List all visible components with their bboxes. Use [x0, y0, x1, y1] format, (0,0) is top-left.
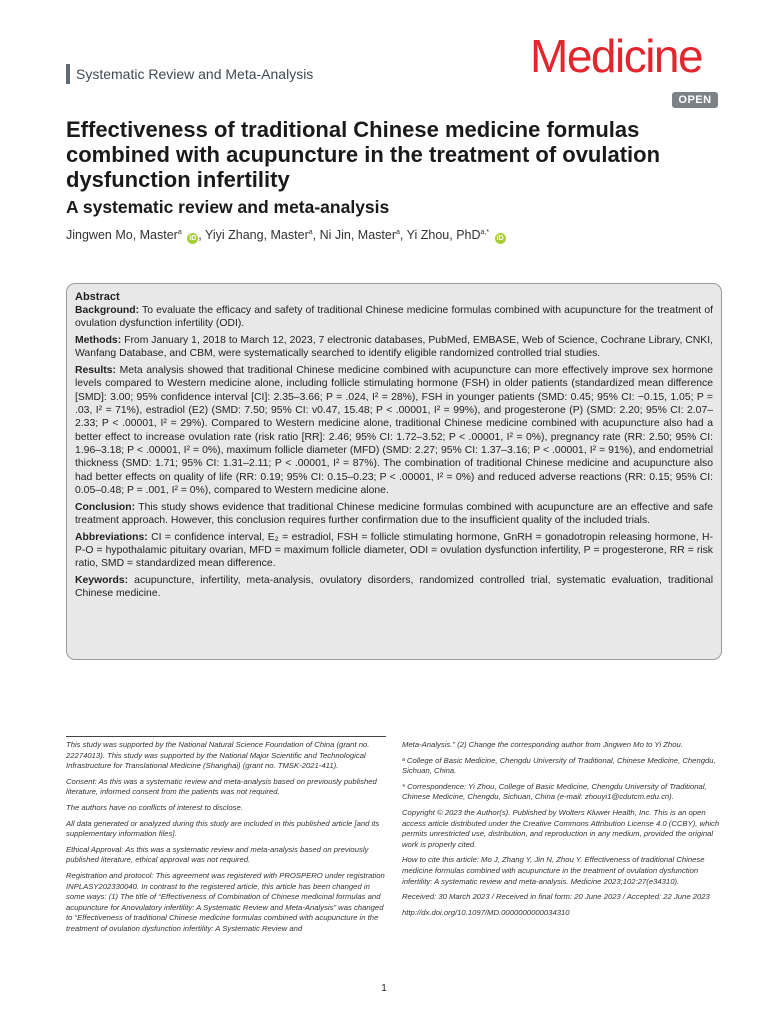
article-subtitle: A systematic review and meta-analysis	[66, 197, 390, 217]
author-separator: ,	[312, 228, 320, 242]
copyright-note: Copyright © 2023 the Author(s). Published by Wolters Kluwer Health, Inc. This is an open access article distributed under the Creative Commons Attribution License 4.0 (CCBY), which permits unrestricted use, distribution, and reproduction in any medium, provided the original work is properly cited.	[402, 807, 720, 849]
citation-note: How to cite this article: Mo J, Zhang Y, Jin N, Zhou Y. Effectiveness of traditional Chinese medicine formulas combined with acupuncture in the treatment of ovulation dysfunction infertility: A systematic review and meta-analysis. Medicine 2023;102:27(e34310).	[402, 855, 705, 886]
article-title: Effectiveness of traditional Chinese medicine formulas combined with acupuncture in the treatment of ovulation dysfunction infertility	[66, 117, 661, 192]
page-number: 1	[381, 983, 387, 994]
section-label: Systematic Review and Meta-Analysis	[66, 64, 313, 84]
correspondence-note: * Correspondence: Yi Zhou, College of Basic Medicine, Chengdu University of Traditional, Chinese Medicine, Chengdu, Sichuan, China (e-mail: zhouyi1@cdutcm.edu.cn).	[402, 781, 707, 802]
registration-note: Registration and protocol: This agreement was registered with PROSPERO under registration INPLASY202330040. In contrast to the registered article, this article has been changed in some ways: (1) The title of “Effectiveness of Combination of Chinese medicinal formulas and acupuncture for Anovulatory infertility: A Systematic Review and Meta-Analysis” was changed to “Effectiveness of traditional Chinese medicine formulas combined with acupuncture in the treatment of ovulation dysfunction infertility: A Systematic Review and	[66, 870, 385, 933]
dates-note: Received: 30 March 2023 / Received in final form: 20 June 2023 / Accepted: 22 June 2023	[402, 892, 710, 902]
abstract-abbreviations	[75, 531, 713, 571]
abbreviations-text: CI = confidence interval, E₂ = estradiol, FSH = follicle stimulating hormone, GnRH = gonadotropin releasing hormone, H-P-O = hypothalamic pituitary ovarian, MFD = maximum follicle diameter, ODI = ovulation dysfunction infertility, P = progesterone, RR = risk ratio, SMD = standardized mean difference.	[75, 531, 713, 570]
author-separator: ,	[399, 228, 407, 242]
author-list	[66, 224, 706, 244]
abstract-keywords	[75, 574, 713, 601]
doi-link[interactable]: http://dx.doi.org/10.1097/MD.0000000000034310	[402, 907, 570, 917]
methods-label: Methods:	[75, 335, 122, 347]
registration-note-continued: Meta-Analysis.” (2) Change the corresponding author from Jingwen Mo to Yi Zhou.	[402, 740, 683, 749]
author	[66, 228, 205, 242]
results-label: Results:	[75, 365, 116, 377]
author-affiliation: a	[308, 229, 313, 236]
methods-text: From January 1, 2018 to March 12, 2023, 7 electronic databases, PubMed, EMBASE, Web of Science, Cochrane Library, CNKI, Wanfang Database, and CBM, were systematically searched to identify eligible randomized controlled trial studies.	[75, 335, 713, 360]
journal-logo: Medicine	[530, 30, 703, 82]
funding-note: This study was supported by the National Natural Science Foundation of China (grant no. 22274013). This study was supported by the National Major Scientific and Technological Infrastructure for Translational Medicine (Shanghai) (grant no. TMSK-2021-411).	[66, 740, 370, 771]
footnotes-right	[402, 736, 722, 923]
footnotes-left	[66, 736, 386, 940]
results-text: Meta analysis showed that traditional Chinese medicine combined with acupuncture can more effectively improve sex hormone levels compared to Western medicine alone, including follicle stimulating hormone (FSH) in older patients (standardized mean difference [SMD]: 3.00; 95% confidence interval [CI]: 2.35–3.66; P = .024, I² = 28%), FSH in younger patients (SMD: 0.45; 95% CI: −0.15, 1.05; P = .03, I² = 71%), estradiol (E2) (SMD: 7.50; 95% CI: v0.47, 15.48; P < .00001, I² = 99%), and progesterone (P) (SMD: 2.20; 95% CI: 2.07–2.33; P < .00001, I² = 29%). Compared to Western medicine alone, traditional Chinese medicine combined with acupuncture also had a better effect to increase ovulation rate (risk ratio [RR]: 2.46; 95% CI: 1.72–3.52; P < .00001, I² = 0%), pregnancy rate (RR: 2.50; 95% CI: 1.96–3.18; P < .00001, I² = 0%), maximum follicle diameter (MFD) (SMD: 2.27; 95% CI: 1.37–3.16; P < .00001, I² = 91%), and endometrial thickness (SMD: 1.71; 95% CI: 1.31–2.11; P < .00001, I² = 87%). The combination of traditional Chinese medicine and acupuncture also had better effects on quality of life (RR: 0.19; 95% CI: 0.15–0.23; P < .00001, I² = 0%) and reduced adverse reactions (RR: 0.15; 95% CI: 0.05–0.48; P = .001, I² = 0%), compared to Western medicine alone.	[75, 365, 713, 496]
abstract-heading: Abstract	[75, 291, 120, 303]
author	[407, 228, 506, 242]
author-affiliation: a	[396, 229, 400, 236]
conclusion-label: Conclusion:	[75, 501, 136, 513]
author-name: Yiyi Zhang, Master	[204, 228, 309, 242]
author	[205, 228, 320, 242]
author-affiliation: a	[177, 229, 182, 236]
conflict-note: The authors have no conflicts of interest to disclose.	[66, 802, 243, 812]
keywords-label: Keywords:	[75, 575, 129, 587]
author-separator: ,	[198, 228, 205, 242]
data-availability-note: All data generated or analyzed during this study are included in this published article [and its supplementary information files].	[66, 818, 380, 839]
affiliation-note: ᵃ College of Basic Medicine, Chengdu University of Traditional, Chinese Medicine, Chengdu, Sichuan, China.	[402, 755, 716, 776]
abbreviations-label: Abbreviations:	[75, 531, 148, 543]
abstract-methods	[75, 334, 713, 361]
abstract-results	[75, 364, 713, 497]
author-name: Jingwen Mo, Master	[66, 228, 178, 242]
background-text: To evaluate the efficacy and safety of traditional Chinese medicine formulas combined with acupuncture for the treatment of ovulation dysfunction infertility (ODI).	[75, 305, 713, 330]
ethics-note: Ethical Approval: As this was a systematic review and meta-analysis based on previously published literature, ethical approval was not required.	[66, 844, 369, 865]
author-name: Ni Jin, Master	[319, 228, 396, 242]
orcid-icon[interactable]: iD	[496, 235, 504, 242]
author-name: Yi Zhou, PhD	[406, 228, 481, 242]
consent-note: Consent: As this was a systematic review and meta-analysis based on previously published literature, informed consent from the patients was not required.	[66, 776, 377, 797]
abstract-box	[66, 283, 722, 660]
background-label: Background:	[75, 305, 140, 316]
author-affiliation: a,*	[480, 229, 490, 236]
abstract-conclusion	[75, 501, 713, 528]
orcid-icon[interactable]: iD	[189, 235, 197, 242]
conclusion-text: This study shows evidence that traditional Chinese medicine formulas combined with acupuncture are an effective and safe treatment approach. However, this conclusion requires further confirmation due to the insufficient quality of the included trials.	[75, 501, 713, 526]
keywords-text: acupuncture, infertility, meta-analysis, ovulatory disorders, randomized controlled trial, systematic evaluation, traditional Chinese medicine.	[75, 575, 713, 600]
author	[320, 228, 407, 242]
abstract-background	[75, 304, 713, 331]
open-access-badge: OPEN	[672, 92, 718, 108]
